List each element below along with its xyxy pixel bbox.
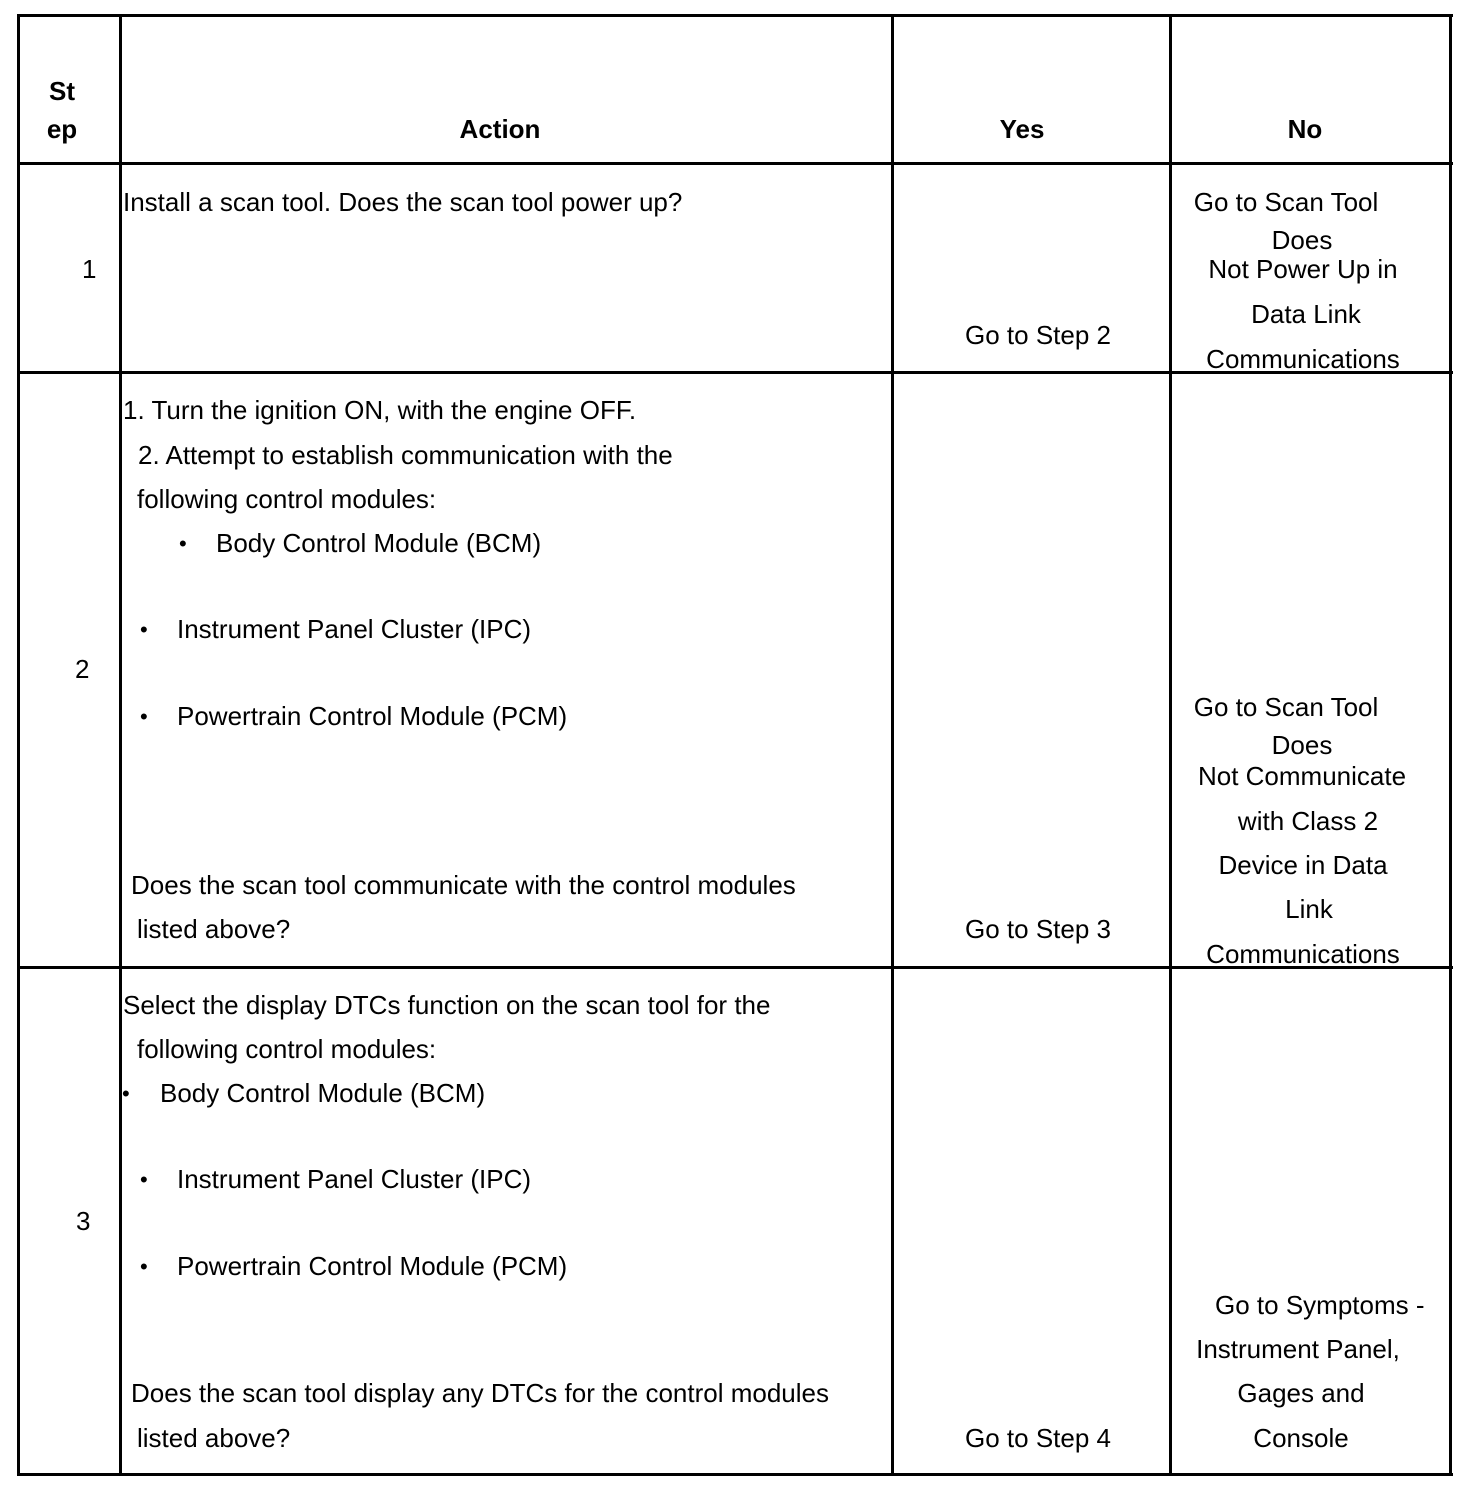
row3-question-line1: Does the scan tool display any DTCs for the control modules — [131, 1378, 830, 1408]
row2-no-line6: Link — [1285, 894, 1333, 924]
row3-no-line1: Go to Symptoms - — [1215, 1290, 1425, 1320]
col-divider-step — [119, 14, 122, 1476]
row3-no-line3: Gages and — [1237, 1378, 1365, 1408]
table-border-right — [1449, 14, 1452, 1476]
row2-no-line7: Communications — [1206, 939, 1400, 969]
header-step-part2: ep — [46, 114, 78, 144]
header-divider — [17, 162, 1453, 165]
row3-no-line4: Console — [1253, 1423, 1349, 1453]
header-yes: Yes — [999, 114, 1045, 144]
row2-no-line4: with Class 2 — [1237, 806, 1379, 836]
table-border-bottom — [17, 1473, 1453, 1476]
row2-no-line2: Does — [1271, 730, 1333, 760]
header-no: No — [1287, 114, 1323, 144]
row2-module-1: Body Control Module (BCM) — [216, 528, 542, 558]
row3-bullet-2: • — [140, 1167, 148, 1192]
row1-step: 1 — [82, 254, 97, 284]
row3-no-line2: Instrument Panel, — [1196, 1334, 1400, 1364]
row2-question-line1: Does the scan tool communicate with the control modules — [131, 870, 796, 900]
row3-module-2: Instrument Panel Cluster (IPC) — [177, 1164, 532, 1194]
row2-no-line5: Device in Data — [1218, 850, 1388, 880]
row3-bullet-1: • — [122, 1081, 130, 1106]
row1-no-line3: Not Power Up in — [1208, 254, 1398, 284]
header-step-part1: St — [49, 76, 75, 106]
row2-yes: Go to Step 3 — [965, 914, 1111, 944]
row2-question-line2: listed above? — [137, 914, 291, 944]
row2-action-line3: following control modules: — [137, 484, 437, 514]
row3-question-line2: listed above? — [137, 1423, 291, 1453]
col-divider-action — [891, 14, 894, 1476]
row2-bullet-2: • — [140, 617, 148, 642]
row2-no-line3: Not Communicate — [1197, 761, 1407, 791]
table-border-left — [17, 14, 20, 1476]
row3-action-line1: Select the display DTCs function on the scan tool for the — [123, 990, 771, 1020]
row2-bullet-1: • — [179, 531, 187, 556]
row2-bullet-3: • — [140, 704, 148, 729]
row1-no-line1: Go to Scan Tool — [1193, 187, 1379, 217]
row1-no-line5: Communications — [1206, 344, 1400, 374]
header-action: Action — [459, 114, 541, 144]
row1-yes: Go to Step 2 — [965, 320, 1111, 350]
col-divider-yes — [1169, 14, 1172, 1476]
row1-action: Install a scan tool. Does the scan tool power up? — [123, 187, 683, 217]
row2-module-3: Powertrain Control Module (PCM) — [177, 701, 568, 731]
row3-step: 3 — [76, 1206, 91, 1236]
row3-module-1: Body Control Module (BCM) — [160, 1078, 486, 1108]
row3-bullet-3: • — [140, 1254, 148, 1279]
row1-no-line4: Data Link — [1251, 299, 1361, 329]
row3-action-line2: following control modules: — [137, 1034, 437, 1064]
row2-module-2: Instrument Panel Cluster (IPC) — [177, 614, 532, 644]
row1-no-line2: Does — [1271, 225, 1333, 255]
row2-action-line1: 1. Turn the ignition ON, with the engine OFF. — [123, 395, 637, 425]
table-border-top — [17, 14, 1453, 17]
row3-module-3: Powertrain Control Module (PCM) — [177, 1251, 568, 1281]
row2-action-line2: 2. Attempt to establish communication with the — [138, 440, 673, 470]
row3-yes: Go to Step 4 — [965, 1423, 1111, 1453]
row2-step: 2 — [75, 654, 90, 684]
row2-no-line1: Go to Scan Tool — [1193, 692, 1379, 722]
